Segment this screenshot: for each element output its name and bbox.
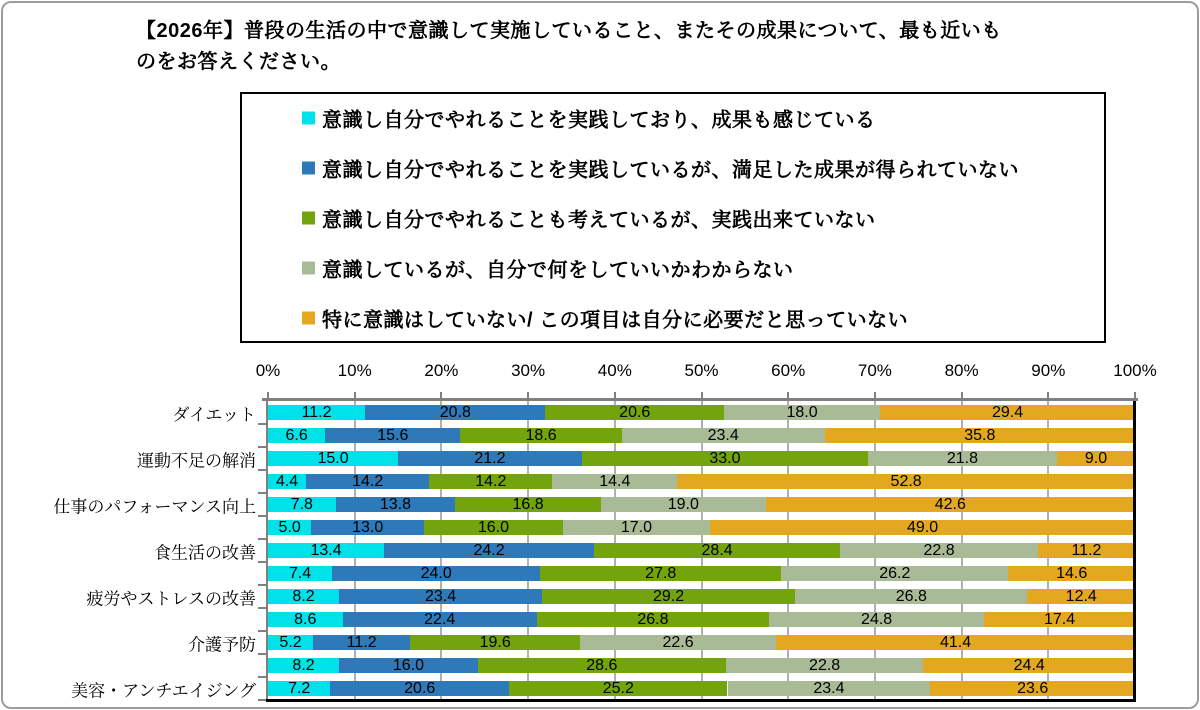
category-label: 美容・アンチエイジング [71, 681, 256, 700]
bar-value-label: 17.4 [1043, 611, 1076, 628]
bar-value-label: 19.6 [479, 634, 511, 651]
bar-value-label: 6.6 [285, 427, 308, 444]
y-axis-tick [258, 607, 267, 609]
bar-value-label: 11.2 [301, 404, 332, 421]
bar-value-label: 49.0 [907, 519, 939, 536]
bar-row [268, 658, 1135, 673]
bar-value-label: 13.0 [352, 519, 384, 536]
x-axis-tick-label: 90% [1031, 361, 1066, 380]
bar-value-label: 7.8 [290, 496, 313, 513]
bar-value-label: 22.8 [809, 657, 841, 674]
bar-value-label: 41.4 [939, 634, 972, 651]
plot-border-bottom [266, 699, 1136, 702]
bar-row [268, 451, 1135, 466]
bar-value-label: 12.4 [1065, 588, 1097, 605]
bar-row [268, 405, 1135, 420]
bar-value-label: 16.0 [477, 519, 509, 536]
y-axis-tick [258, 515, 267, 517]
category-label: 仕事のパフォーマンス向上 [53, 497, 256, 516]
bar-row [268, 474, 1135, 489]
bar-row [268, 428, 1135, 443]
bar-value-label: 9.0 [1084, 450, 1108, 467]
chart-title-line2: のをお答えください。 [136, 51, 341, 73]
y-axis-tick [258, 630, 267, 632]
x-axis-tick-label: 100% [1113, 361, 1157, 380]
bar-row [268, 612, 1135, 627]
bar-value-label: 13.4 [310, 542, 342, 559]
y-axis-tick [258, 584, 267, 586]
x-axis-tick-label: 40% [597, 361, 632, 380]
bar-value-label: 20.6 [619, 404, 651, 421]
legend-label: 意識しているが、自分で何をしていいかわからない [322, 259, 794, 282]
bar-value-label: 27.8 [645, 565, 677, 582]
bar-row [268, 566, 1135, 581]
bar-value-label: 5.2 [279, 634, 302, 651]
bar-value-label: 28.4 [701, 542, 733, 559]
bar-value-label: 14.2 [352, 473, 384, 490]
bar-value-label: 23.4 [813, 680, 845, 697]
bar-value-label: 33.0 [709, 450, 741, 467]
bar-value-label: 15.0 [317, 450, 349, 467]
bar-value-label: 16.8 [512, 496, 544, 513]
legend-label: 特に意識はしていない/ この項目は自分に必要だと思っていない [322, 309, 909, 332]
category-label: ダイエット [172, 405, 256, 424]
bar-row [268, 635, 1135, 650]
bar-value-label: 20.6 [404, 680, 436, 697]
bar-value-label: 24.2 [473, 542, 505, 559]
bar-value-label: 22.8 [923, 542, 955, 559]
bar-value-label: 52.8 [890, 473, 922, 490]
bar-value-label: 22.6 [662, 634, 694, 651]
y-axis-tick [258, 676, 267, 678]
bar-value-label: 18.6 [525, 427, 557, 444]
category-label: 介護予防 [188, 635, 256, 654]
bar-value-label: 8.6 [294, 611, 317, 628]
y-axis-tick [258, 469, 267, 471]
bar-value-label: 26.8 [637, 611, 669, 628]
bar-value-label: 8.2 [292, 588, 315, 605]
y-axis-tick [258, 423, 267, 425]
x-axis-line [262, 398, 1138, 401]
legend-label: 意識し自分でやれることも考えているが、実践出来ていない [322, 209, 876, 232]
x-axis-tick-label: 60% [771, 361, 806, 380]
category-label: 運動不足の解消 [137, 451, 256, 470]
y-axis-tick [258, 561, 267, 563]
bar-value-label: 11.2 [346, 634, 377, 651]
plot-border-right [1133, 401, 1136, 702]
bar-value-label: 26.8 [895, 588, 927, 605]
x-axis-tick-label: 20% [424, 361, 459, 380]
bar-value-label: 19.0 [667, 496, 699, 513]
bar-value-label: 23.4 [424, 588, 457, 605]
x-axis-tick-label: 30% [511, 361, 546, 380]
bar-value-label: 29.2 [652, 588, 685, 605]
y-axis-tick [258, 653, 267, 655]
bar-value-label: 21.2 [474, 450, 506, 467]
bar-value-label: 35.8 [964, 427, 996, 444]
bar-row [268, 589, 1135, 604]
bar-value-label: 18.0 [786, 404, 818, 421]
category-label: 疲労やストレスの改善 [86, 589, 256, 608]
bar-value-label: 4.4 [275, 473, 299, 490]
bar-value-label: 8.2 [292, 657, 315, 674]
bar-value-label: 24.0 [420, 565, 452, 582]
bar-row [268, 543, 1135, 558]
bar-value-label: 25.2 [602, 680, 634, 697]
bar-value-label: 17.0 [620, 519, 653, 536]
bar-row [268, 520, 1135, 535]
bar-value-label: 26.2 [879, 565, 911, 582]
bar-row [268, 497, 1135, 512]
x-axis-tick-label: 50% [684, 361, 719, 380]
bar-value-label: 16.0 [392, 657, 425, 674]
bar-row [268, 681, 1135, 696]
bar-value-label: 23.6 [1017, 680, 1049, 697]
bar-value-label: 14.4 [599, 473, 631, 490]
y-axis-tick [258, 538, 267, 540]
bar-value-label: 23.4 [707, 427, 739, 444]
x-axis-tick-label: 80% [944, 361, 979, 380]
legend-label: 意識し自分でやれることを実践しているが、満足した成果が得られていない [322, 159, 1019, 182]
bar-value-label: 13.8 [379, 496, 412, 513]
category-label: 食生活の改善 [154, 543, 256, 562]
x-axis-tick-label: 0% [255, 361, 281, 380]
bar-value-label: 24.4 [1013, 657, 1045, 674]
x-axis-tick-label: 70% [857, 361, 892, 380]
bar-value-label: 7.4 [288, 565, 312, 582]
bar-value-label: 7.2 [288, 680, 311, 697]
bar-value-label: 15.6 [377, 427, 409, 444]
bar-value-label: 14.2 [475, 473, 507, 490]
bar-value-label: 22.4 [424, 611, 456, 628]
legend-label: 意識し自分でやれることを実践しており、成果も感じている [322, 109, 876, 132]
bar-value-label: 24.8 [861, 611, 893, 628]
chart-title-line1: 【2026年】普段の生活の中で意識して実施していること、またその成果について、最も近いも [136, 20, 1002, 42]
bar-value-label: 14.6 [1056, 565, 1088, 582]
x-axis-tick-label: 10% [337, 361, 372, 380]
bar-value-label: 5.0 [278, 519, 301, 536]
bar-value-label: 28.6 [586, 657, 618, 674]
bar-value-label: 11.2 [1071, 542, 1102, 559]
bar-value-label: 21.8 [946, 450, 979, 467]
bar-value-label: 29.4 [991, 404, 1024, 421]
y-axis-tick [258, 492, 267, 494]
y-axis-tick [258, 446, 267, 448]
bar-value-label: 42.6 [934, 496, 966, 513]
bar-value-label: 20.8 [439, 404, 471, 421]
